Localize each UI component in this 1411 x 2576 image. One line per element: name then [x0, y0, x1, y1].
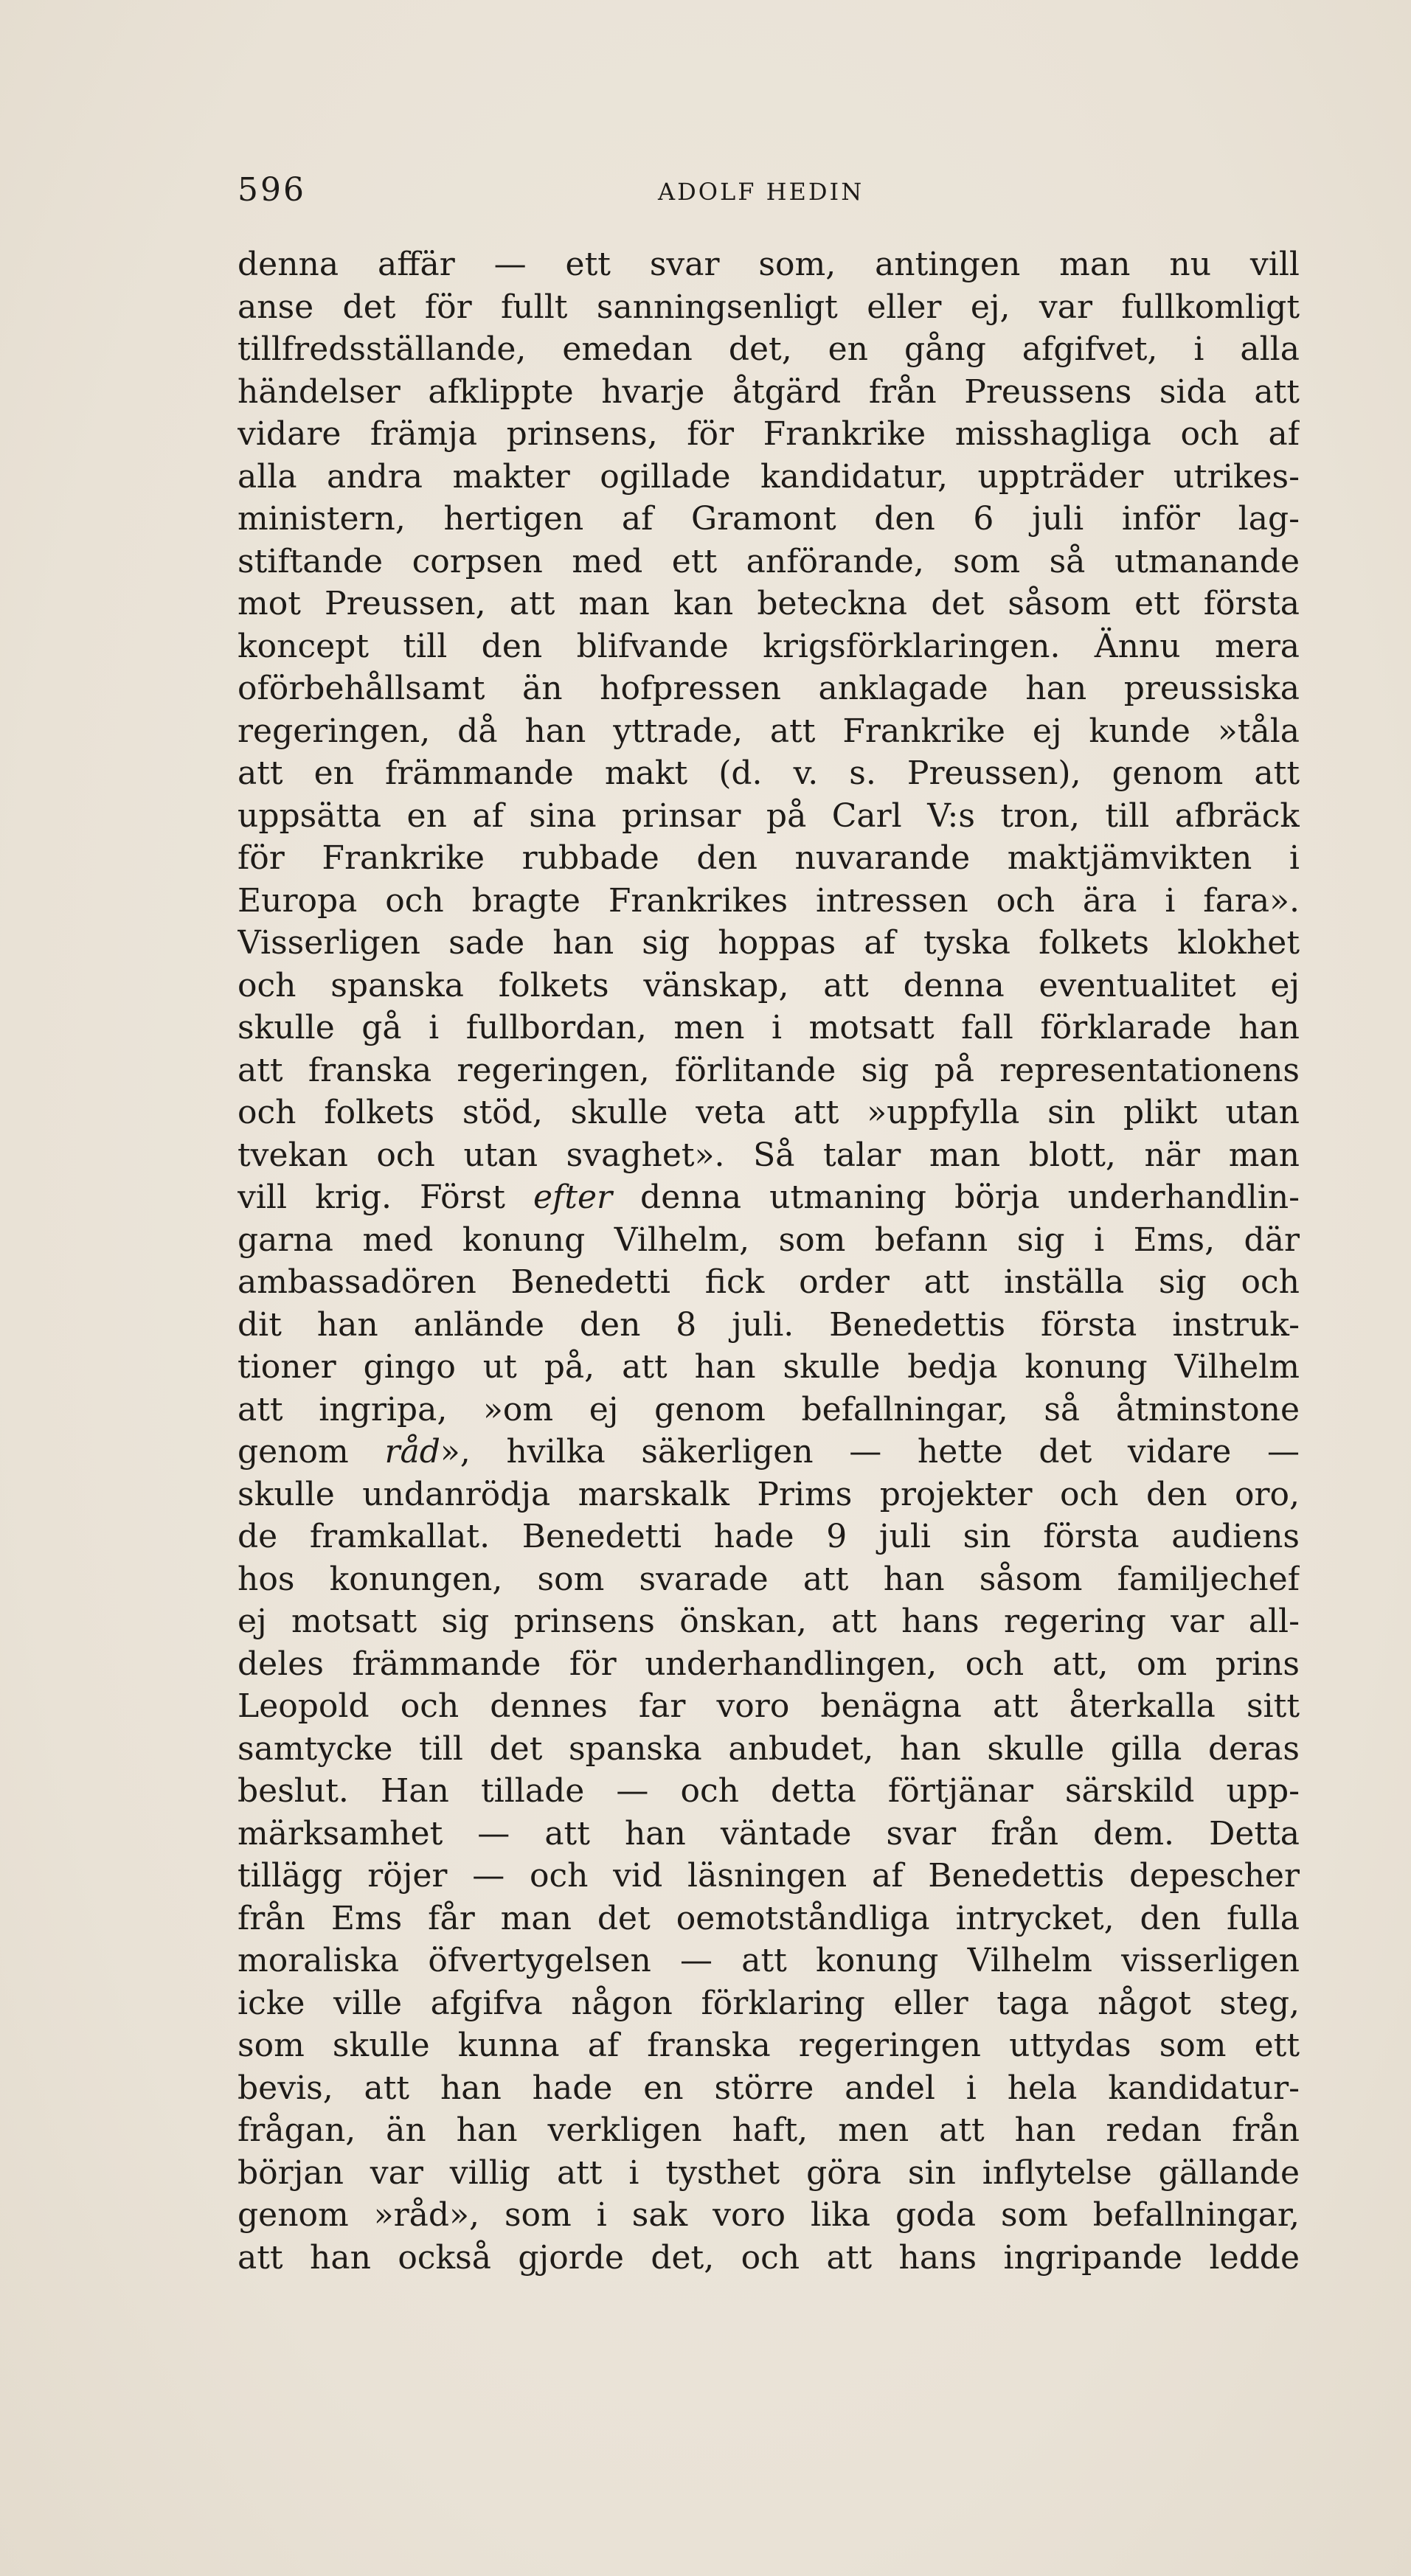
- text-line: att franska regeringen, förlitande sig på representationens: [238, 1051, 1300, 1089]
- text-line: frågan, än han verkligen haft, men att han redan från: [238, 2111, 1300, 2149]
- text-line: bevis, att han hade en större andel i hela kandidatur-: [238, 2069, 1300, 2107]
- text-line: genom »råd», som i sak voro lika goda som befallningar,: [238, 2196, 1300, 2234]
- text-line: Europa och bragte Frankrikes intressen och ära i fara».: [238, 881, 1300, 920]
- text-line: anse det för fullt sanningsenligt eller ej, var fullkomligt: [238, 288, 1300, 326]
- text-line: alla andra makter ogillade kandidatur, uppträder utrikes-: [238, 457, 1300, 496]
- text-line: för Frankrike rubbade den nuvarande maktjämvikten i: [238, 839, 1300, 877]
- text-line: hos konungen, som svarade att han såsom familjechef: [238, 1560, 1300, 1598]
- text-line: och folkets stöd, skulle veta att »uppfylla sin plikt utan: [238, 1094, 1300, 1131]
- italic-word: råd: [384, 1433, 440, 1471]
- text-line: mot Preussen, att man kan beteckna det såsom ett första: [238, 585, 1300, 622]
- page-header: [238, 168, 1300, 212]
- text-segment: genom: [238, 1433, 385, 1471]
- text-line: från Ems får man det oemotståndliga intrycket, den fulla: [238, 1899, 1300, 1937]
- text-line: och spanska folkets vänskap, att denna eventualitet ej: [238, 966, 1300, 1004]
- text-line: deles främmande för underhandlingen, och att, om prins: [238, 1645, 1300, 1683]
- text-segment: », hvilka säkerligen — hette det vidare —: [440, 1433, 1300, 1471]
- text-line: ambassadören Benedetti fick order att inställa sig och: [238, 1263, 1300, 1301]
- text-line: stiftande corpsen med ett anförande, som så utmanande: [238, 542, 1300, 580]
- text-segment: vill krig. Först: [238, 1178, 533, 1216]
- text-line: denna affär — ett svar som, antingen man nu vill: [238, 246, 1300, 283]
- text-line: vidare främja prinsens, för Frankrike misshagliga och af: [238, 415, 1300, 453]
- text-line: [238, 1431, 1300, 1473]
- text-line: märksamhet — att han väntade svar från dem. Detta: [238, 1814, 1300, 1853]
- body-text: [238, 243, 1300, 2279]
- text-line: icke ville afgifva någon förklaring eller taga något steg,: [238, 1984, 1300, 2022]
- running-head: ADOLF HEDIN: [658, 178, 864, 206]
- text-line: tioner gingo ut på, att han skulle bedja konung Vilhelm: [238, 1348, 1300, 1386]
- text-line: som skulle kunna af franska regeringen uttydas som ett: [238, 2027, 1300, 2064]
- text-line: beslut. Han tillade — och detta förtjänar särskild upp-: [238, 1772, 1300, 1810]
- text-line: [238, 1176, 1300, 1219]
- text-line: samtycke till det spanska anbudet, han skulle gilla deras: [238, 1729, 1300, 1768]
- text-line: oförbehållsamt än hofpressen anklagade han preussiska: [238, 670, 1300, 707]
- text-line: att en främmande makt (d. v. s. Preussen), genom att: [238, 754, 1300, 792]
- text-line: skulle undanrödja marskalk Prims projekter och den oro,: [238, 1475, 1300, 1513]
- page-number: 596: [238, 171, 306, 209]
- text-line: skulle gå i fullbordan, men i motsatt fall förklarade han: [238, 1009, 1300, 1046]
- text-line: koncept till den blifvande krigsförklaringen. Ännu mera: [238, 627, 1300, 665]
- text-line: uppsätta en af sina prinsar på Carl V:s tron, till afbräck: [238, 796, 1300, 835]
- text-line: att han också gjorde det, och att hans ingripande ledde: [238, 2238, 1300, 2277]
- italic-word: efter: [533, 1178, 613, 1216]
- text-segment: denna utmaning börja underhandlin-: [612, 1178, 1300, 1216]
- text-line: de framkallat. Benedetti hade 9 juli sin första audiens: [238, 1518, 1300, 1555]
- text-line: händelser afklippte hvarje åtgärd från Preussens sida att: [238, 372, 1300, 411]
- text-line: tvekan och utan svaghet». Så talar man blott, när man: [238, 1136, 1300, 1174]
- text-line: Leopold och dennes far voro benägna att återkalla sitt: [238, 1687, 1300, 1725]
- text-line: tillägg röjer — och vid läsningen af Benedettis depescher: [238, 1857, 1300, 1895]
- text-line: att ingripa, »om ej genom befallningar, så åtminstone: [238, 1390, 1300, 1428]
- text-line: ministern, hertigen af Gramont den 6 juli inför lag-: [238, 500, 1300, 538]
- text-line: garna med konung Vilhelm, som befann sig i Ems, där: [238, 1221, 1300, 1259]
- text-line: moraliska öfvertygelsen — att konung Vilhelm visserligen: [238, 1942, 1300, 1979]
- text-line: ej motsatt sig prinsens önskan, att hans regering var all-: [238, 1603, 1300, 1640]
- text-line: dit han anlände den 8 juli. Benedettis första instruk-: [238, 1305, 1300, 1344]
- text-line: början var villig att i tysthet göra sin inflytelse gällande: [238, 2153, 1300, 2192]
- text-line: regeringen, då han yttrade, att Frankrike ej kunde »tåla: [238, 712, 1300, 750]
- text-line: Visserligen sade han sig hoppas af tyska folkets klokhet: [238, 924, 1300, 962]
- text-line: tillfredsställande, emedan det, en gång afgifvet, i alla: [238, 330, 1300, 368]
